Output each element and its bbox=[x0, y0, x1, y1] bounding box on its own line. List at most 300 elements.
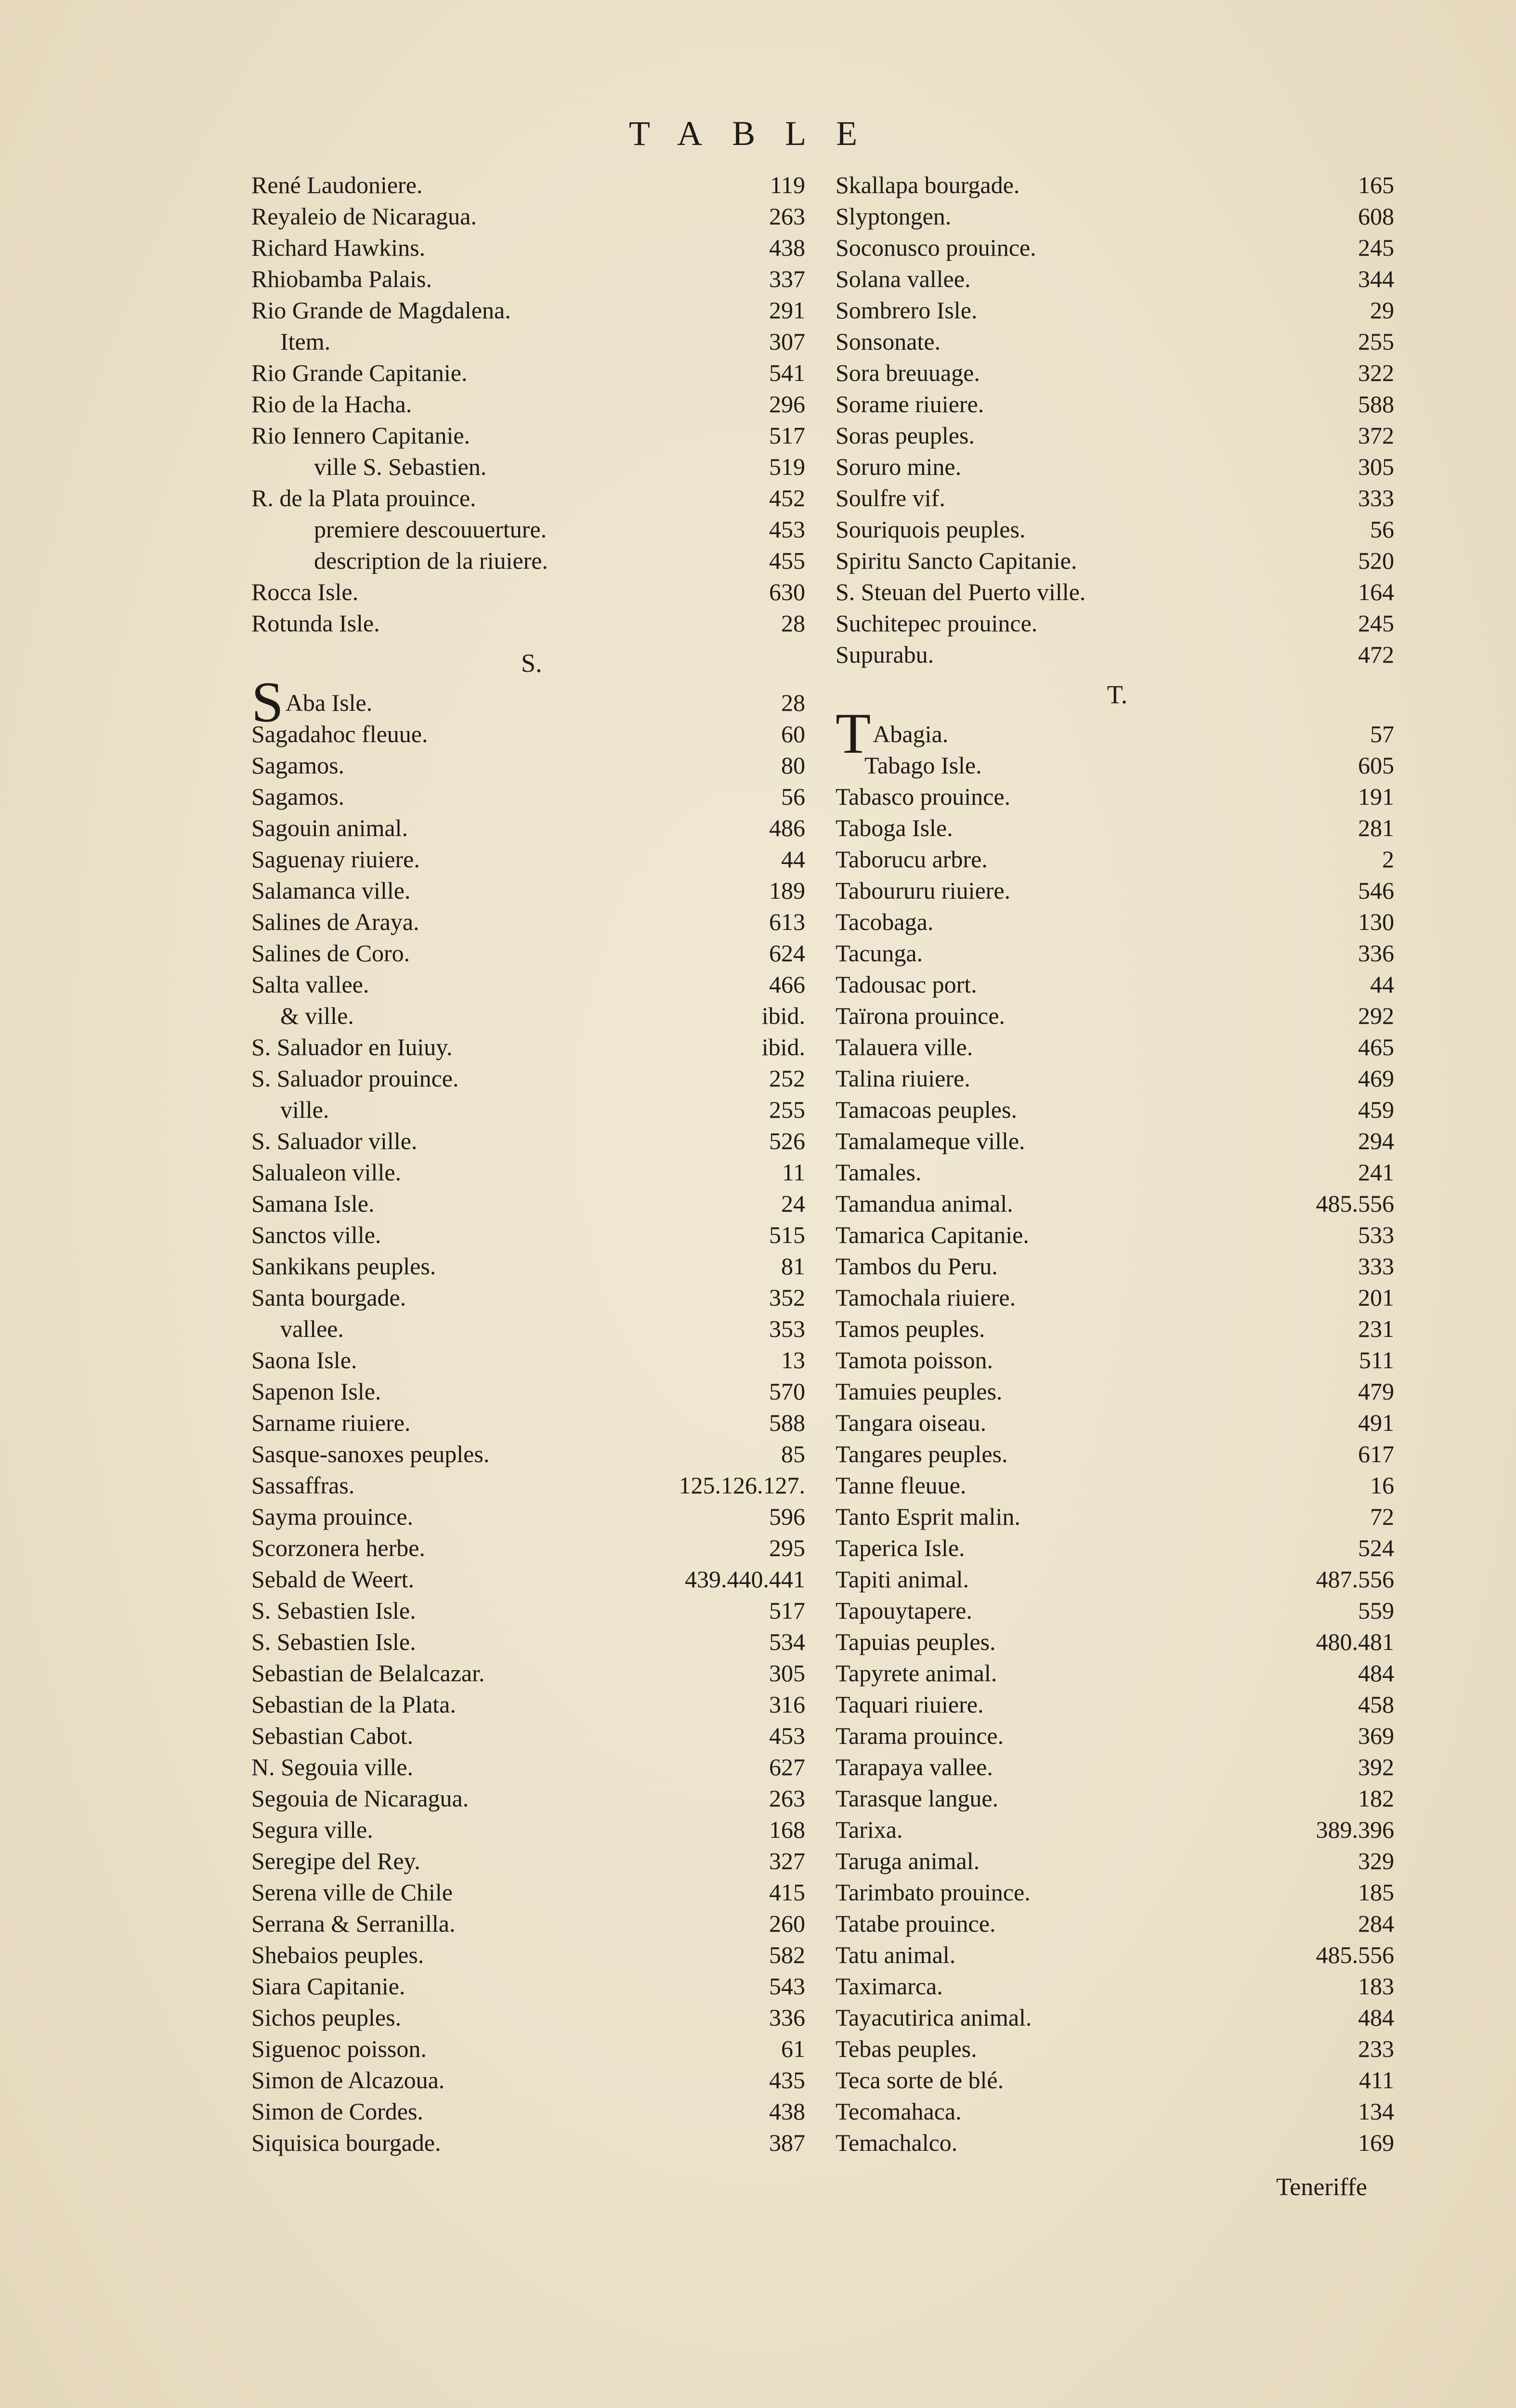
entry-page: 491 bbox=[1358, 1409, 1394, 1436]
entry-name bbox=[836, 1971, 943, 2002]
entry-page: 44 bbox=[1370, 971, 1394, 998]
entry-page: 480.481 bbox=[1316, 1628, 1394, 1655]
index-entry bbox=[836, 514, 1399, 545]
entry-name bbox=[836, 1032, 973, 1063]
entry-text: Sapenon Isle. bbox=[251, 1378, 381, 1405]
entry-name bbox=[251, 1345, 357, 1376]
index-entry bbox=[251, 2096, 810, 2127]
entry-text: Taboga Isle. bbox=[836, 814, 953, 841]
entry-name bbox=[251, 1845, 420, 1877]
entry-name bbox=[251, 2033, 427, 2065]
entry-name bbox=[251, 1971, 405, 2002]
entry-name bbox=[251, 608, 380, 639]
entry-page: 130 bbox=[1358, 908, 1394, 935]
index-entry bbox=[836, 812, 1399, 844]
section-letter: T. bbox=[1107, 680, 1128, 709]
entry-text: vallee. bbox=[280, 1315, 344, 1342]
entry-name bbox=[836, 1282, 1016, 1313]
entry-text: Tacobaga. bbox=[836, 908, 934, 935]
entry-page: 438 bbox=[769, 2098, 805, 2125]
index-entry bbox=[836, 875, 1399, 906]
entry-name bbox=[836, 420, 975, 451]
entry-text: Segura ville. bbox=[251, 1816, 373, 1843]
entry-name bbox=[251, 670, 373, 734]
entry-page: 125.126.127. bbox=[679, 1472, 805, 1499]
index-entry bbox=[251, 1282, 810, 1313]
entry-name bbox=[251, 1282, 406, 1313]
entry-name bbox=[836, 1439, 1007, 1470]
index-entry bbox=[251, 1251, 810, 1282]
entry-page: 245 bbox=[1358, 234, 1394, 261]
index-entry bbox=[251, 1532, 810, 1564]
index-entry bbox=[836, 326, 1399, 357]
entry-text: Taboururu riuiere. bbox=[836, 877, 1011, 904]
entry-page: 435 bbox=[769, 2067, 805, 2094]
entry-name bbox=[251, 812, 408, 844]
entry-text: Tapiti animal. bbox=[836, 1566, 969, 1593]
index-entry bbox=[836, 1532, 1399, 1564]
entry-name bbox=[836, 969, 977, 1000]
entry-page: 570 bbox=[769, 1378, 805, 1405]
entry-page: 452 bbox=[769, 484, 805, 511]
entry-page: 44 bbox=[781, 846, 805, 873]
entry-page: 455 bbox=[769, 547, 805, 574]
entry-page: 294 bbox=[1358, 1127, 1394, 1154]
entry-page: 85 bbox=[781, 1440, 805, 1467]
index-entry bbox=[251, 1752, 810, 1783]
section-letter: S. bbox=[521, 649, 542, 678]
entry-name bbox=[251, 326, 330, 357]
entry-text: Sankikans peuples. bbox=[251, 1253, 436, 1280]
entry-name bbox=[836, 1720, 1004, 1752]
entry-page: 624 bbox=[769, 940, 805, 967]
entry-name bbox=[836, 2096, 962, 2127]
index-entry bbox=[251, 1814, 810, 1845]
entry-text: Sagamos. bbox=[251, 752, 345, 779]
entry-name bbox=[251, 514, 547, 545]
entry-text: Aba Isle. bbox=[285, 689, 373, 716]
entry-text: Soulfre vif. bbox=[836, 484, 945, 511]
index-entry bbox=[836, 1188, 1399, 1219]
entry-name bbox=[836, 1501, 1020, 1532]
entry-text: Skallapa bourgade. bbox=[836, 171, 1020, 198]
entry-page: 255 bbox=[1358, 328, 1394, 355]
entry-name bbox=[836, 1532, 965, 1564]
entry-page: 333 bbox=[1358, 1253, 1394, 1280]
index-entry bbox=[251, 812, 810, 844]
entry-text: description de la riuiere. bbox=[314, 547, 548, 574]
entry-name bbox=[251, 719, 428, 750]
entry-text: Tabasco prouince. bbox=[836, 783, 1011, 810]
entry-page: 613 bbox=[769, 908, 805, 935]
entry-name bbox=[251, 1658, 485, 1689]
entry-page: 164 bbox=[1358, 578, 1394, 605]
entry-page: 459 bbox=[1358, 1096, 1394, 1123]
entry-page: 322 bbox=[1358, 359, 1394, 386]
catchword: Teneriffe bbox=[1276, 2173, 1367, 2201]
entry-text: Slyptongen. bbox=[836, 203, 952, 230]
entry-page: 520 bbox=[1358, 547, 1394, 574]
index-entry bbox=[836, 1407, 1399, 1439]
entry-name bbox=[251, 750, 344, 781]
index-entry bbox=[251, 2065, 810, 2096]
entry-page: 605 bbox=[1358, 752, 1394, 779]
entry-text: Saona Isle. bbox=[251, 1347, 357, 1374]
entry-page: 524 bbox=[1358, 1534, 1394, 1561]
index-entry bbox=[251, 1407, 810, 1439]
entry-name bbox=[836, 1877, 1031, 1908]
entry-name bbox=[251, 2127, 441, 2159]
entry-page: 29 bbox=[1370, 297, 1394, 324]
entry-name bbox=[251, 1908, 455, 1939]
index-entry bbox=[836, 1219, 1399, 1251]
index-column-right bbox=[836, 170, 1399, 2159]
entry-page: 458 bbox=[1358, 1691, 1394, 1718]
entry-page: 305 bbox=[769, 1660, 805, 1687]
entry-text: Solana vallee. bbox=[836, 265, 971, 292]
entry-page: 519 bbox=[769, 453, 805, 480]
index-entry bbox=[836, 844, 1399, 875]
entry-name bbox=[836, 812, 953, 844]
index-entry bbox=[251, 1845, 810, 1877]
index-entry bbox=[251, 483, 810, 514]
entry-name bbox=[836, 1345, 993, 1376]
entry-text: Samana Isle. bbox=[251, 1190, 375, 1217]
entry-page: 134 bbox=[1358, 2098, 1394, 2125]
index-entry bbox=[836, 1345, 1399, 1376]
entry-page: 515 bbox=[769, 1221, 805, 1248]
entry-page: 588 bbox=[1358, 391, 1394, 418]
entry-page: 189 bbox=[769, 877, 805, 904]
index-entry bbox=[836, 576, 1399, 608]
entry-name bbox=[251, 1939, 424, 1971]
entry-text: Sebastian de la Plata. bbox=[251, 1691, 456, 1718]
index-entry bbox=[251, 1313, 810, 1345]
entry-name bbox=[836, 781, 1010, 812]
entry-page: 469 bbox=[1358, 1065, 1394, 1092]
entry-text: Supurabu. bbox=[836, 641, 934, 668]
entry-name bbox=[251, 1720, 413, 1752]
entry-text: Sombrero Isle. bbox=[836, 297, 978, 324]
entry-name bbox=[836, 576, 1085, 608]
index-entry bbox=[836, 2096, 1399, 2127]
entry-page: 24 bbox=[781, 1190, 805, 1217]
index-entry bbox=[836, 2127, 1399, 2159]
entry-text: & ville. bbox=[280, 1002, 354, 1029]
entry-name bbox=[251, 2096, 423, 2127]
entry-text: Tacunga. bbox=[836, 940, 923, 967]
entry-text: Richard Hawkins. bbox=[251, 234, 426, 261]
index-entry bbox=[836, 420, 1399, 451]
entry-name bbox=[836, 1094, 1017, 1125]
index-entry bbox=[836, 2033, 1399, 2065]
index-entry bbox=[251, 389, 810, 420]
index-entry bbox=[836, 295, 1399, 326]
index-entry bbox=[251, 1939, 810, 1971]
entry-text: Reyaleio de Nicaragua. bbox=[251, 203, 477, 230]
index-entry bbox=[251, 420, 810, 451]
entry-name bbox=[836, 875, 1010, 906]
entry-name bbox=[251, 1313, 344, 1345]
index-entry bbox=[251, 1157, 810, 1188]
entry-name bbox=[251, 844, 420, 875]
entry-name bbox=[836, 483, 945, 514]
index-entry bbox=[251, 875, 810, 906]
entry-page: 453 bbox=[769, 516, 805, 543]
index-entry bbox=[836, 170, 1399, 201]
entry-text: Spiritu Sancto Capitanie. bbox=[836, 547, 1077, 574]
entry-text: Rio Grande de Magdalena. bbox=[251, 297, 511, 324]
entry-name bbox=[251, 483, 476, 514]
entry-text: Scorzonera herbe. bbox=[251, 1534, 425, 1561]
entry-name bbox=[251, 1752, 413, 1783]
index-entry bbox=[836, 1376, 1399, 1407]
entry-text: Sasque-sanoxes peuples. bbox=[251, 1440, 490, 1467]
entry-page: 2 bbox=[1382, 846, 1394, 873]
index-entry bbox=[836, 1783, 1399, 1814]
entry-page: 392 bbox=[1358, 1754, 1394, 1780]
index-entry bbox=[836, 2002, 1399, 2033]
entry-page: 307 bbox=[769, 328, 805, 355]
entry-page: 292 bbox=[1358, 1002, 1394, 1029]
entry-page: 241 bbox=[1358, 1159, 1394, 1186]
entry-text: Soras peuples. bbox=[836, 422, 975, 449]
index-entry bbox=[251, 357, 810, 389]
index-entry bbox=[251, 1032, 810, 1063]
entry-name bbox=[836, 2002, 1032, 2033]
entry-name bbox=[251, 1470, 354, 1501]
entry-text: Rotunda Isle. bbox=[251, 610, 380, 637]
entry-name bbox=[836, 357, 980, 389]
entry-text: N. Segouia ville. bbox=[251, 1754, 414, 1780]
index-entry bbox=[251, 1125, 810, 1157]
entry-text: Rio de la Hacha. bbox=[251, 391, 412, 418]
entry-page: 296 bbox=[769, 391, 805, 418]
entry-page: 316 bbox=[769, 1691, 805, 1718]
index-entry bbox=[836, 1251, 1399, 1282]
entry-name bbox=[836, 1752, 993, 1783]
index-entry bbox=[836, 1626, 1399, 1658]
index-entry bbox=[836, 1094, 1399, 1125]
entry-page: 201 bbox=[1358, 1284, 1394, 1311]
entry-text: Shebaios peuples. bbox=[251, 1941, 424, 1968]
index-entry bbox=[251, 232, 810, 263]
index-entry bbox=[836, 2065, 1399, 2096]
entry-text: Santa bourgade. bbox=[251, 1284, 406, 1311]
index-entry bbox=[251, 1376, 810, 1407]
index-entry bbox=[836, 1814, 1399, 1845]
index-entry bbox=[251, 576, 810, 608]
entry-page: 541 bbox=[769, 359, 805, 386]
entry-name bbox=[836, 170, 1019, 201]
entry-page: 336 bbox=[769, 2004, 805, 2031]
entry-text: Abagia. bbox=[873, 720, 949, 747]
entry-text: Segouia de Nicaragua. bbox=[251, 1785, 469, 1812]
entry-name bbox=[836, 1376, 1002, 1407]
index-entry bbox=[836, 1939, 1399, 1971]
entry-page: 372 bbox=[1358, 422, 1394, 449]
index-entry bbox=[251, 1595, 810, 1626]
index-entry bbox=[836, 1845, 1399, 1877]
entry-page: 252 bbox=[769, 1065, 805, 1092]
index-entry bbox=[251, 1877, 810, 1908]
entry-text: Tamalameque ville. bbox=[836, 1127, 1025, 1154]
entry-text: Tatu animal. bbox=[836, 1941, 956, 1968]
entry-name bbox=[836, 2065, 1004, 2096]
entry-text: Simon de Alcazoua. bbox=[251, 2067, 445, 2094]
entry-name bbox=[836, 1157, 921, 1188]
entry-name bbox=[836, 2127, 957, 2159]
entry-text: Sichos peuples. bbox=[251, 2004, 402, 2031]
entry-text: Taquari riuiere. bbox=[836, 1691, 984, 1718]
entry-page: 369 bbox=[1358, 1722, 1394, 1749]
entry-page: 582 bbox=[769, 1941, 805, 1968]
index-entry bbox=[836, 1501, 1399, 1532]
entry-page: 559 bbox=[1358, 1597, 1394, 1624]
entry-name bbox=[836, 263, 970, 295]
entry-page: 80 bbox=[781, 752, 805, 779]
entry-name bbox=[836, 1125, 1025, 1157]
entry-name bbox=[836, 1845, 980, 1877]
index-entry bbox=[836, 1125, 1399, 1157]
entry-name bbox=[251, 263, 432, 295]
entry-name bbox=[836, 451, 961, 483]
index-column-left bbox=[251, 170, 810, 2159]
index-entry bbox=[836, 1720, 1399, 1752]
entry-page: 543 bbox=[769, 1973, 805, 2000]
entry-page: 389.396 bbox=[1316, 1816, 1394, 1843]
entry-name bbox=[251, 875, 410, 906]
entry-text: Tamota poisson. bbox=[836, 1347, 993, 1374]
entry-text: Serrana & Serranilla. bbox=[251, 1910, 456, 1937]
entry-name bbox=[836, 545, 1077, 576]
entry-name bbox=[251, 1626, 416, 1658]
entry-page: 260 bbox=[769, 1910, 805, 1937]
entry-page: 72 bbox=[1370, 1503, 1394, 1530]
entry-name bbox=[251, 969, 369, 1000]
index-entry bbox=[251, 781, 810, 812]
index-entry bbox=[836, 1595, 1399, 1626]
entry-page: 353 bbox=[769, 1315, 805, 1342]
index-entry bbox=[836, 357, 1399, 389]
entry-page: 263 bbox=[769, 203, 805, 230]
entry-text: Talina riuiere. bbox=[836, 1065, 970, 1092]
entry-name bbox=[251, 1125, 417, 1157]
index-entry bbox=[251, 514, 810, 545]
index-entry bbox=[251, 969, 810, 1000]
index-entry bbox=[836, 1439, 1399, 1470]
entry-page: 56 bbox=[1370, 516, 1394, 543]
entry-text: Tanne fleuue. bbox=[836, 1472, 967, 1499]
drop-capital: S bbox=[251, 670, 284, 734]
entry-name bbox=[836, 232, 1036, 263]
index-entry bbox=[251, 1720, 810, 1752]
entry-name bbox=[251, 1376, 381, 1407]
entry-text: Tarama prouince. bbox=[836, 1722, 1004, 1749]
entry-page: 333 bbox=[1358, 484, 1394, 511]
entry-name bbox=[836, 1407, 986, 1439]
entry-text: Talauera ville. bbox=[836, 1034, 973, 1060]
entry-text: Sagamos. bbox=[251, 783, 345, 810]
entry-text: S. Saluador ville. bbox=[251, 1127, 418, 1154]
entry-text: Tapuias peuples. bbox=[836, 1628, 996, 1655]
entry-page: 486 bbox=[769, 814, 805, 841]
index-entry bbox=[836, 1908, 1399, 1939]
entry-page: 281 bbox=[1358, 814, 1394, 841]
entry-text: Taruga animal. bbox=[836, 1847, 980, 1874]
entry-text: Salta vallee. bbox=[251, 971, 369, 998]
entry-text: S. Saluador en Iuiuy. bbox=[251, 1034, 453, 1060]
entry-page: 284 bbox=[1358, 1910, 1394, 1937]
entry-name bbox=[251, 389, 412, 420]
entry-name bbox=[251, 938, 410, 969]
entry-page: 295 bbox=[769, 1534, 805, 1561]
index-entry bbox=[251, 326, 810, 357]
entry-name bbox=[836, 389, 984, 420]
entry-name bbox=[251, 1000, 354, 1032]
entry-name bbox=[836, 1689, 983, 1720]
index-entry bbox=[251, 1501, 810, 1532]
entry-page: 81 bbox=[781, 1253, 805, 1280]
index-entry bbox=[836, 1157, 1399, 1188]
entry-text: Sora breuuage. bbox=[836, 359, 980, 386]
entry-page: 466 bbox=[769, 971, 805, 998]
entry-name bbox=[251, 170, 422, 201]
entry-name bbox=[836, 1000, 1005, 1032]
entry-name bbox=[251, 576, 358, 608]
entry-page: 487.556 bbox=[1316, 1566, 1394, 1593]
entry-page: 169 bbox=[1358, 2129, 1394, 2156]
index-entry bbox=[836, 750, 1399, 781]
entry-page: 630 bbox=[769, 578, 805, 605]
index-entry bbox=[251, 608, 810, 639]
index-entry bbox=[836, 1470, 1399, 1501]
entry-page: 517 bbox=[769, 1597, 805, 1624]
index-entry bbox=[836, 1971, 1399, 2002]
index-entry bbox=[836, 263, 1399, 295]
entry-text: Tatabe prouince. bbox=[836, 1910, 996, 1937]
entry-name bbox=[251, 1501, 413, 1532]
entry-text: Tadousac port. bbox=[836, 971, 977, 998]
entry-page: 336 bbox=[1358, 940, 1394, 967]
entry-text: Rio Grande Capitanie. bbox=[251, 359, 468, 386]
entry-page: 56 bbox=[781, 783, 805, 810]
entry-text: Tangares peuples. bbox=[836, 1440, 1008, 1467]
entry-page: 337 bbox=[769, 265, 805, 292]
entry-text: Salamanca ville. bbox=[251, 877, 411, 904]
entry-name bbox=[251, 1532, 425, 1564]
entry-text: Salualeon ville. bbox=[251, 1159, 402, 1186]
entry-name bbox=[836, 1626, 996, 1658]
entry-text: S. Saluador prouince. bbox=[251, 1065, 459, 1092]
entry-text: Tebas peuples. bbox=[836, 2035, 977, 2062]
entry-text: R. de la Plata prouince. bbox=[251, 484, 476, 511]
entry-name bbox=[836, 326, 941, 357]
entry-name bbox=[251, 1814, 373, 1845]
entry-page: 16 bbox=[1370, 1472, 1394, 1499]
entry-name bbox=[251, 1032, 453, 1063]
entry-text: Rhiobamba Palais. bbox=[251, 265, 432, 292]
entry-text: Tanto Esprit malin. bbox=[836, 1503, 1020, 1530]
entry-text: Sagouin animal. bbox=[251, 814, 408, 841]
entry-name bbox=[251, 1063, 458, 1094]
entry-text: Siguenoc poisson. bbox=[251, 2035, 427, 2062]
entry-name bbox=[836, 201, 951, 232]
entry-name bbox=[836, 1470, 966, 1501]
index-entry bbox=[251, 844, 810, 875]
index-entry bbox=[251, 1094, 810, 1125]
entry-text: ville S. Sebastien. bbox=[314, 453, 487, 480]
